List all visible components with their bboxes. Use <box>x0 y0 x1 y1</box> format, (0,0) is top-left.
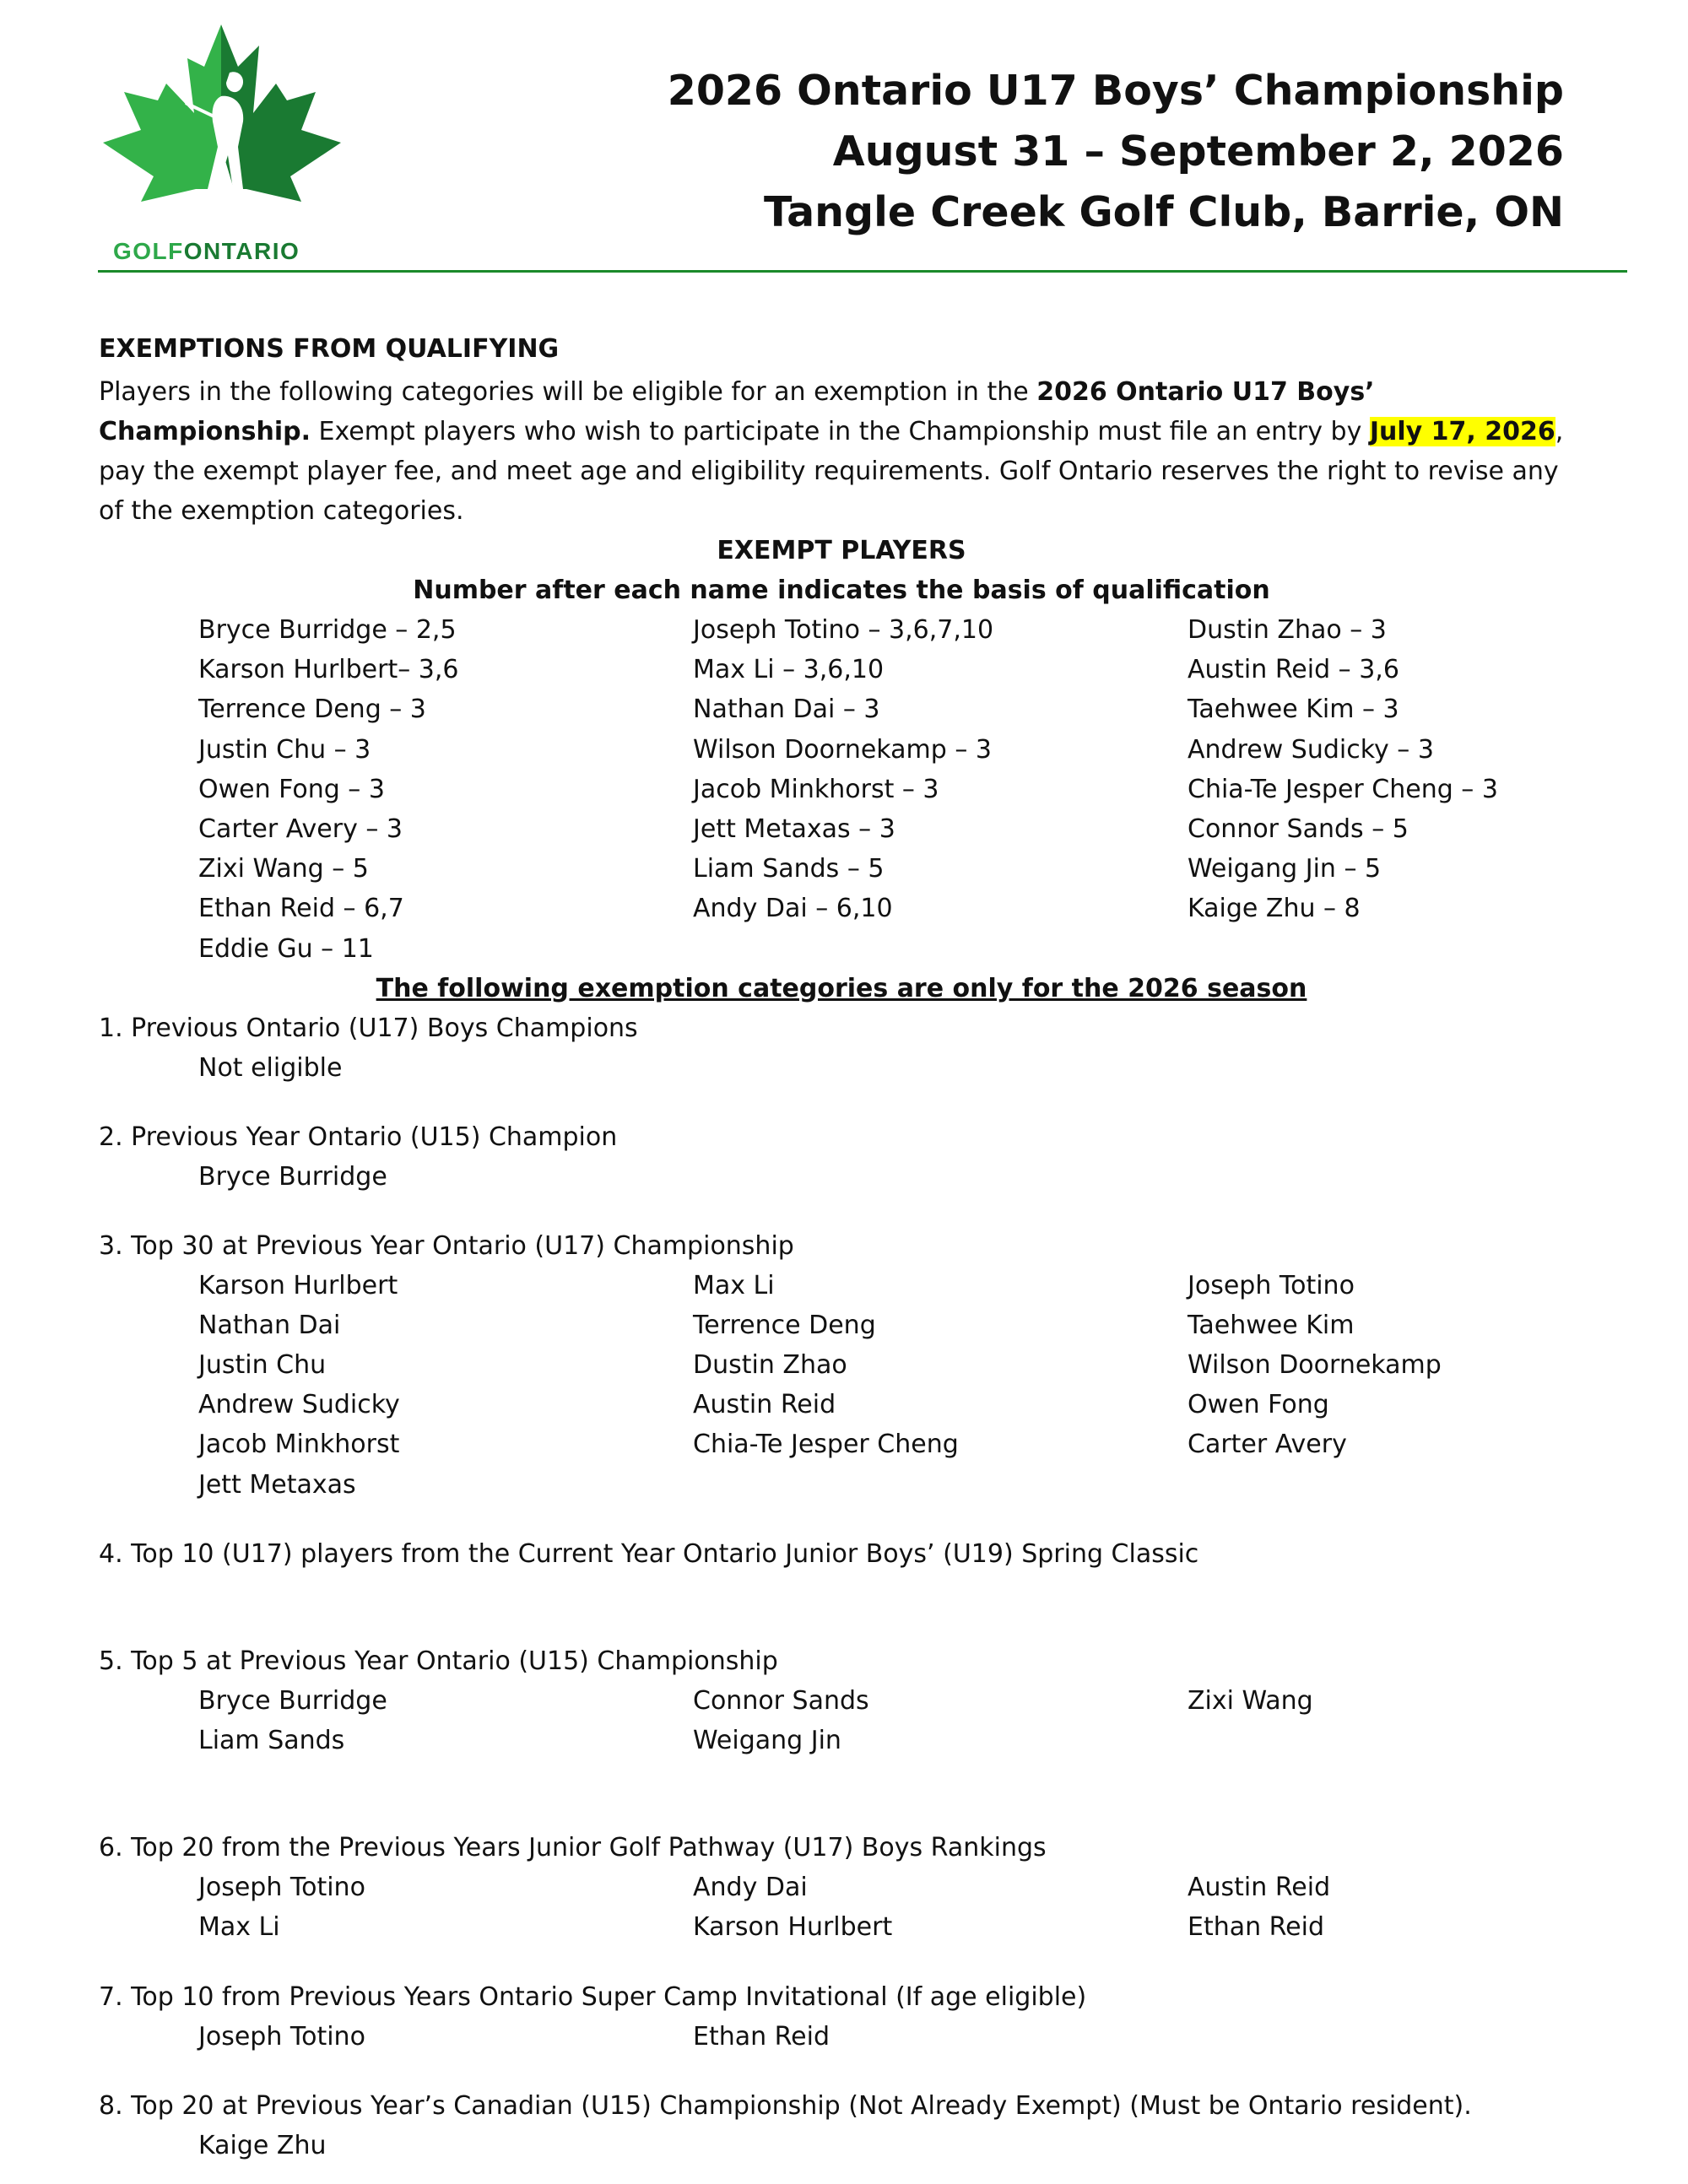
exempt-player: Ethan Reid – 6,7 <box>198 894 404 924</box>
category-name: Carter Avery <box>1188 1430 1347 1460</box>
category-name: Jacob Minkhorst <box>198 1430 400 1460</box>
spacer <box>99 1760 1584 1828</box>
category-title: 3. Top 30 at Previous Year Ontario (U17) Championship <box>99 1230 794 1261</box>
intro-text-3: , pay the exempt player fee, and meet age and eligibility requirements. Golf Ontario reserves the right to revise any of the exemption categories. <box>99 417 1564 526</box>
intro-text-2: Exempt players who wish to participate in the Championship must file an entry by <box>310 417 1370 446</box>
category-names-grid <box>198 1868 1584 1947</box>
category-name: Andy Dai <box>693 1873 808 1903</box>
exempt-player: Taehwee Kim – 3 <box>1188 695 1399 725</box>
category-title: 8. Top 20 at Previous Year’s Canadian (U15) Championship (Not Already Exempt) (Must be Ontario resident). <box>99 2090 1472 2121</box>
category-name: Owen Fong <box>1188 1390 1329 1420</box>
category-name: Chia-Te Jesper Cheng <box>693 1430 959 1460</box>
exempt-player: Jacob Minkhorst – 3 <box>693 774 939 804</box>
category-name: Terrence Deng <box>693 1310 876 1340</box>
exempt-player: Max Li – 3,6,10 <box>693 655 885 685</box>
category-name: Taehwee Kim <box>1188 1310 1355 1340</box>
exempt-player: Bryce Burridge – 2,5 <box>198 615 457 645</box>
category-name: Bryce Burridge <box>198 1161 387 1192</box>
logo-text-golf: GOLF <box>113 238 184 264</box>
exempt-player: Dustin Zhao – 3 <box>1188 615 1387 645</box>
intro-paragraph <box>99 372 1584 531</box>
header-divider <box>98 270 1627 273</box>
category-name: Liam Sands <box>198 1726 345 1755</box>
category-name: Weigang Jin <box>693 1726 841 1755</box>
exempt-player: Kaige Zhu – 8 <box>1188 894 1361 924</box>
category-name: Ethan Reid <box>693 2021 830 2052</box>
exempt-players-grid <box>198 610 1584 969</box>
category-name: Austin Reid <box>693 1390 836 1420</box>
season-note: The following exemption categories are only for the 2026 season <box>376 973 1307 1003</box>
exempt-player: Terrence Deng – 3 <box>198 695 426 725</box>
category-title: 1. Previous Ontario (U17) Boys Champions <box>99 1013 638 1043</box>
exempt-player: Owen Fong – 3 <box>198 774 385 804</box>
category-name: Joseph Totino <box>1188 1270 1355 1300</box>
intro-championship-name: 2026 Ontario U17 Boys’ Championship. <box>99 377 1375 446</box>
category-title: 2. Previous Year Ontario (U15) Champion <box>99 1122 618 1152</box>
exempt-players-subtitle: Number after each name indicates the basis of qualification <box>413 576 1270 605</box>
spacer <box>99 1197 1584 1226</box>
title-line-1: 2026 Ontario U17 Boys’ Championship <box>667 67 1564 115</box>
exempt-player: Connor Sands – 5 <box>1188 814 1409 844</box>
category-name: Max Li <box>693 1270 775 1300</box>
entry-deadline: July 17, 2026 <box>1369 417 1555 446</box>
category-names-grid <box>198 2017 1584 2057</box>
category-name: Connor Sands <box>693 1685 869 1716</box>
exempt-player: Eddie Gu – 11 <box>198 933 374 964</box>
category-names-grid <box>198 1266 1584 1505</box>
category-name: Nathan Dai <box>198 1310 341 1340</box>
maple-leaf-golfer-icon <box>95 20 348 231</box>
logo-text-ontario: ONTARIO <box>183 238 300 264</box>
category-name: Joseph Totino <box>198 2021 365 2052</box>
exempt-player: Liam Sands – 5 <box>693 854 885 884</box>
exempt-player: Karson Hurlbert– 3,6 <box>198 655 459 685</box>
title-line-2: August 31 – September 2, 2026 <box>832 127 1564 176</box>
category-name: Karson Hurlbert <box>693 1912 893 1943</box>
category-name: Joseph Totino <box>198 1873 365 1903</box>
exempt-player: Andy Dai – 6,10 <box>693 894 893 924</box>
category-name: Austin Reid <box>1188 1873 1331 1903</box>
exempt-player: Nathan Dai – 3 <box>693 695 880 725</box>
category-name: Max Li <box>198 1912 280 1943</box>
title-line-3: Tangle Creek Golf Club, Barrie, ON <box>763 188 1564 236</box>
category-title: 6. Top 20 from the Previous Years Junior Golf Pathway (U17) Boys Rankings <box>99 1833 1047 1863</box>
intro-text-1: Players in the following categories will be eligible for an exemption in the <box>99 377 1037 407</box>
exempt-player: Austin Reid – 3,6 <box>1188 655 1399 685</box>
exempt-player: Weigang Jin – 5 <box>1188 854 1382 884</box>
spacer <box>99 1088 1584 1117</box>
golf-ontario-logo <box>95 20 348 273</box>
exempt-player: Zixi Wang – 5 <box>198 854 369 884</box>
category-title: 5. Top 5 at Previous Year Ontario (U15) Championship <box>99 1646 778 1676</box>
category-name: Justin Chu <box>198 1350 327 1381</box>
section-heading: EXEMPTIONS FROM QUALIFYING <box>99 334 560 364</box>
category-name: Bryce Burridge <box>198 1685 387 1716</box>
category-name: Dustin Zhao <box>693 1350 847 1381</box>
exempt-players-title: EXEMPT PLAYERS <box>717 536 966 565</box>
category-name: Not eligible <box>198 1052 343 1083</box>
exempt-player: Carter Avery – 3 <box>198 814 403 844</box>
championship-title <box>668 61 1564 243</box>
document-body <box>99 329 1584 2165</box>
category-name: Ethan Reid <box>1188 1912 1324 1943</box>
spacer <box>99 1948 1584 1977</box>
category-title: 7. Top 10 from Previous Years Ontario Super Camp Invitational (If age eligible) <box>99 1981 1087 2012</box>
exemption-categories <box>99 1008 1584 2165</box>
logo-wordmark <box>113 238 300 265</box>
exempt-player: Justin Chu – 3 <box>198 734 371 765</box>
spacer <box>99 1505 1584 1534</box>
exempt-player: Andrew Sudicky – 3 <box>1188 734 1434 765</box>
exempt-player: Chia-Te Jesper Cheng – 3 <box>1188 774 1498 804</box>
category-name: Karson Hurlbert <box>198 1270 398 1300</box>
category-name: Andrew Sudicky <box>198 1390 400 1420</box>
category-name: Wilson Doornekamp <box>1188 1350 1442 1381</box>
exempt-player: Wilson Doornekamp – 3 <box>693 734 992 765</box>
exempt-player: Joseph Totino – 3,6,7,10 <box>693 615 994 645</box>
category-name: Jett Metaxas <box>198 1469 356 1500</box>
category-name: Zixi Wang <box>1188 1685 1313 1716</box>
exempt-player: Jett Metaxas – 3 <box>693 814 895 844</box>
category-title: 4. Top 10 (U17) players from the Current Year Ontario Junior Boys’ (U19) Spring Classic <box>99 1538 1199 1569</box>
spacer <box>99 2057 1584 2086</box>
category-name: Kaige Zhu <box>198 2130 327 2160</box>
category-names-grid <box>198 1681 1584 1760</box>
spacer <box>99 1574 1584 1641</box>
